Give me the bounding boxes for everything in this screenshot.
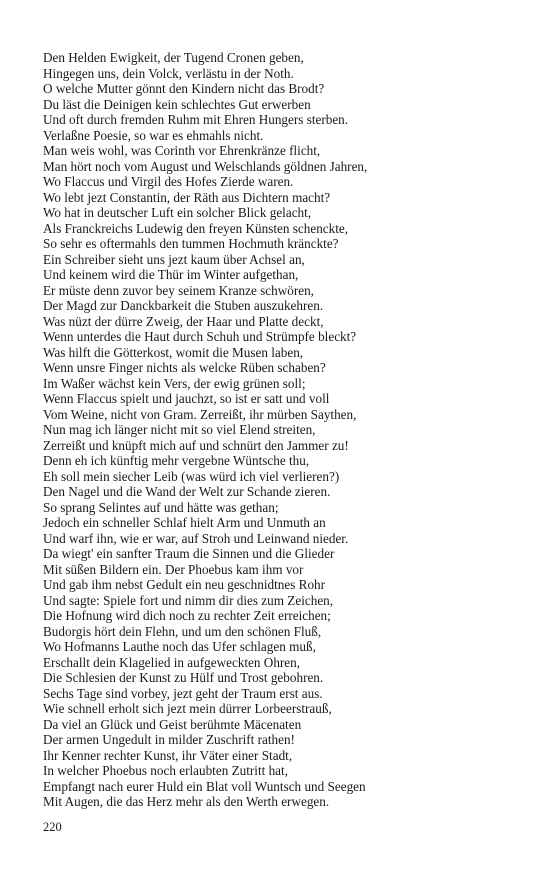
poem-line: Hingegen uns, dein Volck, verlästu in der Noth. [43,65,294,81]
poem-line: Wo Hofmanns Lauthe noch das Ufer schlagen muß, [43,639,316,654]
poem-line: Du läst die Deinigen kein schlechtes Gut erwerben [43,96,311,112]
poem-line: Denn eh ich künftig mehr vergebne Wüntsche thu, [43,453,310,468]
poem-line: Er müste denn zuvor bey seinem Kranze schwören, [43,282,314,298]
poem-line: Die Schlesien der Kunst zu Hülf und Trost gebohren. [43,670,324,685]
poem-line: Wenn unterdes die Haut durch Schuh und Strümpfe bleckt? [43,329,357,344]
poem-line: Und oft durch fremden Ruhm mit Ehren Hungers sterben. [43,112,349,127]
poem-line: Empfangt nach eurer Huld ein Blat voll Wuntsch und Seegen [43,778,366,794]
poem-line: Nun mag ich länger nicht mit so viel Elend streiten, [43,422,316,437]
poem-line: Zerreißt und knüpft mich auf und schnürt den Jammer zu! [43,437,349,453]
poem-line: Man weis wohl, was Corinth vor Ehrenkränze flicht, [43,143,321,158]
poem-line: Vom Weine, nicht von Gram. Zerreißt, ihr mürben Saythen, [43,406,357,422]
poem-line: Sechs Tage sind vorbey, jezt geht der Traum erst aus. [43,685,323,701]
poem-line: Verlaßne Poesie, so war es ehmahls nicht. [43,127,264,143]
poem-line: Mit Augen, die das Herz mehr als den Werth erwegen. [43,794,330,809]
poem-line: Wenn unsre Finger nichts als welcke Rüben schaben? [43,360,326,375]
poem-line: Wo hat in deutscher Luft ein solcher Blick gelacht, [43,205,312,220]
poem-line: Jedoch ein schneller Schlaf hielt Arm und Unmuth an [43,515,326,530]
poem-line: Budorgis hört dein Flehn, und um den schönen Fluß, [43,623,322,639]
poem-line: In welcher Phoebus noch erlaubten Zutritt hat, [43,763,288,778]
poem-line: Ihr Kenner rechter Kunst, ihr Väter einer Stadt, [43,747,293,763]
poem-line: Erschallt dein Klagelied in aufgeweckten Ohren, [43,654,301,670]
poem-line: Der Magd zur Danckbarkeit die Stuben auszukehren. [43,298,324,313]
poem-line: Wo Flaccus und Virgil des Hofes Zierde waren. [43,174,294,189]
poem-line: Wo lebt jezt Constantin, der Räth aus Dichtern macht? [43,189,331,205]
page-number: 220 [43,820,62,834]
poem-line: So sprang Selintes auf und hätte was gethan; [43,499,279,515]
poem-line: Im Waßer wächst kein Vers, der ewig grünen soll; [43,375,306,391]
poem-line: Was nüzt der dürre Zweig, der Haar und Platte deckt, [43,313,324,329]
poem-line: So sehr es oftermahls den tummen Hochmuth kränckte? [43,236,339,251]
poem-line: Die Hofnung wird dich noch zu rechter Zeit erreichen; [43,608,331,623]
poem-line: Und sagte: Spiele fort und nimm dir dies zum Zeichen, [43,592,334,608]
poem-line: Da viel an Glück und Geist berühmte Mäcenaten [43,716,302,732]
poem-line: Wenn Flaccus spielt und jauchzt, so ist er satt und voll [43,391,330,406]
poem-line: Ein Schreiber sieht uns jezt kaum über Achsel an, [43,251,305,267]
poem-line: Der armen Ungedult in milder Zuschrift rathen! [43,732,295,747]
poem-line: Eh soll mein siecher Leib (was würd ich viel verlieren?) [43,468,340,484]
poem-line: Als Franckreichs Ludewig den freyen Künsten schenckte, [43,220,349,236]
poem-line: Und gab ihm nebst Gedult ein neu geschnidtnes Rohr [43,577,326,592]
poem-line: Was hilft die Götterkost, womit die Musen laben, [43,344,304,360]
poem-line: Mit süßen Bildern ein. Der Phoebus kam ihm vor [43,561,304,577]
poem-line: Den Nagel und die Wand der Welt zur Schande zieren. [43,484,331,499]
poem-line: Man hört noch vom August und Welschlands göldnen Jahren, [43,158,368,174]
poem-line: Da wiegt' ein sanfter Traum die Sinnen und die Glieder [43,546,335,561]
poem-line: Und warf ihn, wie er war, auf Stroh und Leinwand nieder. [43,530,349,546]
poem-line: O welche Mutter gönnt den Kindern nicht das Brodt? [43,81,325,96]
poem-text [43,50,523,810]
poem-line: Wie schnell erholt sich jezt mein dürrer Lorbeerstrauß, [43,701,332,716]
poem-line: Den Helden Ewigkeit, der Tugend Cronen geben, [43,50,304,65]
poem-line: Und keinem wird die Thür im Winter aufgethan, [43,267,299,282]
